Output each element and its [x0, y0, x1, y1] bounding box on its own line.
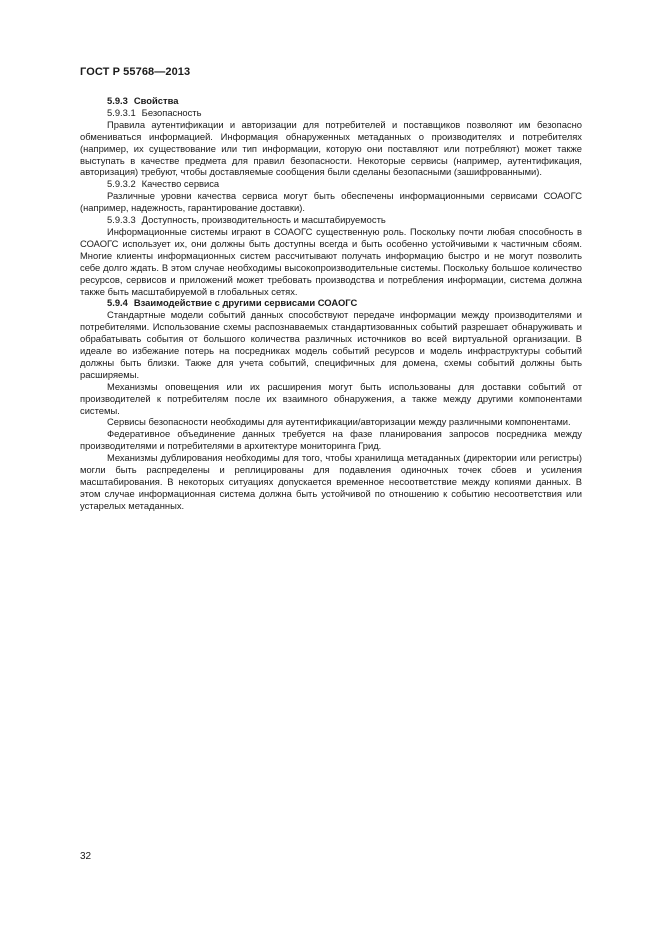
subsection-heading-security: 5.9.3.1 Безопасность [107, 106, 202, 118]
paragraph: Стандартные модели событий данных способствуют передаче информации между производителями и потребителями. Использование схемы распознаваемых стандартизованных событий разрешает обнаруживать и обрабатывать события от большого количества различных источников во всей виртуальной организации. В идеале во избежание потерь на посредниках модель событий ресурсов и модель инфраструктуры событий должны быть близки. Также для учета событий, специфичных для домена, схемы событий должны быть расширяемы. [80, 309, 582, 380]
page-number: 32 [80, 851, 92, 862]
paragraph: Правила аутентификации и авторизации для потребителей и поставщиков позволяют им безопасно обмениваться информацией. Информация обнаруженных метаданных о производителях и потребителях (например, их существование или тип информации, которую они поставляют или потребляют) может также выступать в качестве предмета для правил безопасности. Некоторые сервисы (например, аутентификация, авторизация) требуют, чтобы доставляемые сообщения были сделаны безопасными (зашифрованными). [80, 118, 582, 178]
section-heading-5-9-3: 5.9.3 Свойства [107, 95, 179, 106]
paragraph: Информационные системы играют в СОАОГС существенную роль. Поскольку почти любая способность в СОАОГС использует их, они должны быть доступны всегда и быть особенно устойчивыми к частичным сбоям. Многие клиенты информационных систем рассчитывают получать информацию быстро и не могут позволить себе долго ждать. В этом случае необходимы высокопроизводительные системы. Поскольку большое количество ресурсов, сервисов и приложений может требовать производства и потребления информации, система должна также быть масштабируемой в глобальных сетях. [80, 225, 582, 297]
subsection-heading-availability: 5.9.3.3 Доступность, производительность и масштабируемость [107, 214, 386, 226]
paragraph: Механизмы оповещения или их расширения могут быть использованы для доставки событий от производителей к потребителям после их взаимного обнаружения, а также между другими компонентами системы. [80, 380, 582, 416]
paragraph: Сервисы безопасности необходимы для аутентификации/авторизации между различными компонентами. [107, 416, 571, 428]
document-body [80, 95, 582, 512]
paragraph: Федеративное объединение данных требуется на фазе планирования запросов посредника между производителями и потребителями в архитектуре мониторинга Грид. [80, 428, 582, 452]
document-header: ГОСТ Р 55768—2013 [80, 66, 191, 78]
section-heading-5-9-4: 5.9.4 Взаимодействие с другими сервисами СОАОГС [107, 297, 358, 309]
subsection-heading-quality: 5.9.3.2 Качество сервиса [107, 178, 220, 190]
paragraph: Механизмы дублирования необходимы для того, чтобы хранилища метаданных (директории или регистры) могли быть распределены и реплицированы для подавления одиночных точек сбоев и усиления масштабирования. В некоторых ситуациях допускается временное несоответствие между копиями данных. В этом случае информационная система должна быть устойчивой по отношению к событию несоответствия или устарелых метаданных. [80, 452, 582, 511]
paragraph: Различные уровни качества сервиса могут быть обеспечены информационными сервисами СОАОГС (например, надежность, гарантирование доставки). [80, 190, 582, 214]
